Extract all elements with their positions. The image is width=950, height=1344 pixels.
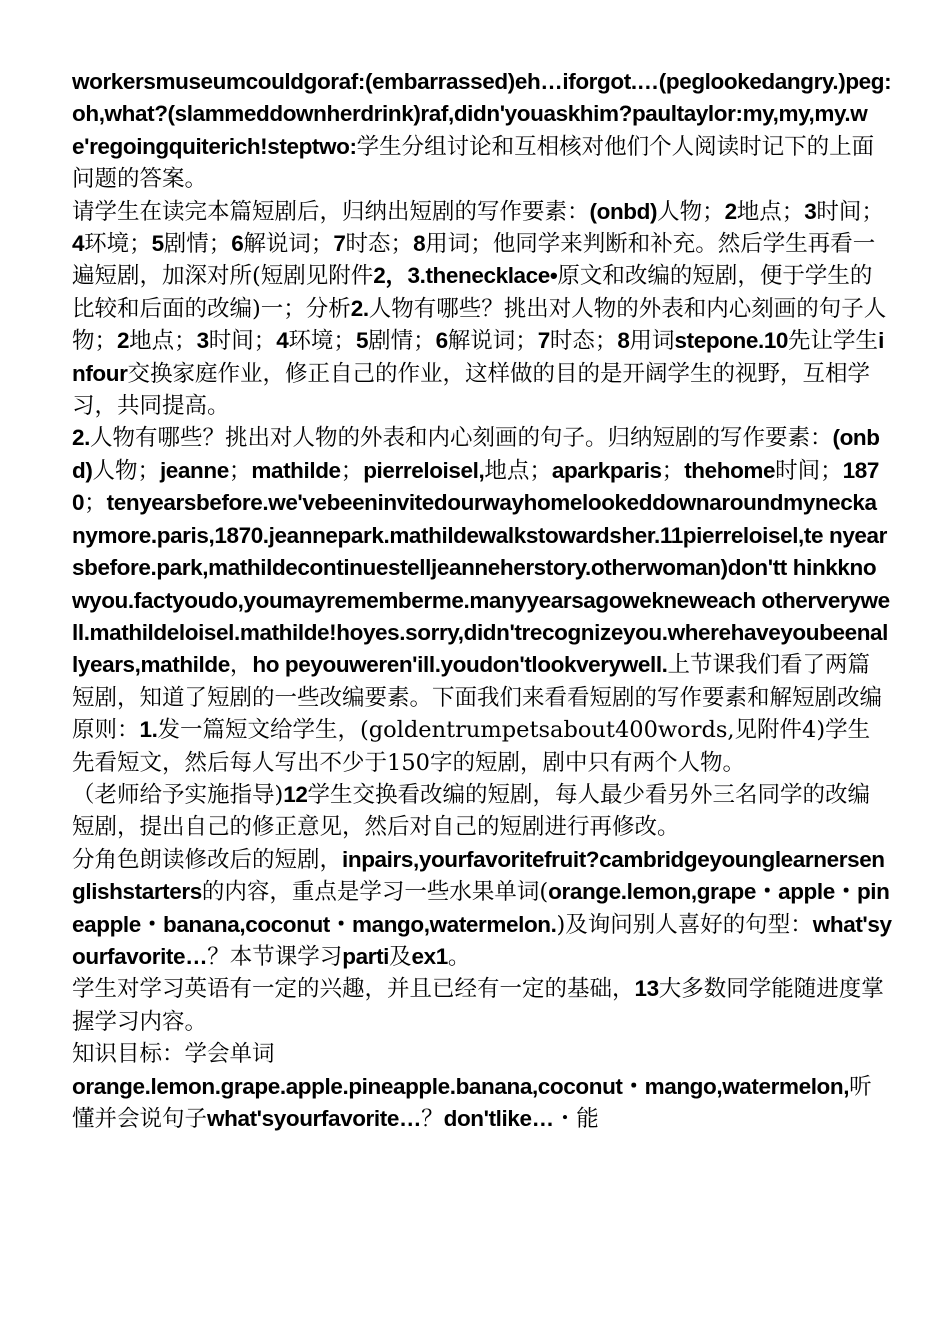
cjk-text-run: 请学生在读完本篇短剧后，归纳出短剧的写作要素：: [72, 198, 590, 225]
latin-text-run: aparkparis: [551, 457, 662, 483]
cjk-text-run: )及询问别人喜好的句型：: [556, 911, 813, 938]
cjk-text-run: 知识目标：学会单词: [72, 1041, 275, 1068]
latin-text-run: orange.lemon.grape.apple.pineapple.banana,coconut・mango,watermelon,: [72, 1073, 850, 1099]
cjk-text-run: 的内容，重点是学习一些水果单词(: [201, 879, 549, 906]
cjk-text-run: 时间；: [816, 198, 884, 225]
latin-text-run: 8: [413, 231, 426, 257]
latin-text-run: workersmuseumcouldgoraf:(embarrassed)eh…iforgot.…(peglookedangry.)peg:oh,what?(slammeddownherdrink)raf,didn'youaskhim?paultaylor:my,my,my.we'regoingquiterich!steptwo:: [72, 69, 892, 159]
latin-text-run: 7: [537, 328, 550, 354]
latin-text-run: 6: [231, 231, 244, 257]
cjk-text-run: 用词: [629, 328, 675, 355]
latin-text-run: 1.: [139, 717, 158, 743]
cjk-text-run: 学生交换看改编的短剧，每人最少看另外三名同学的改编短剧，提出自己的修正意见，然后对自己的短剧进行再修改。: [72, 781, 871, 841]
cjk-text-run: 地点；: [484, 457, 552, 484]
cjk-text-run: 交换家庭作业，修正自己的作业，这样做的目的是开阔学生的视野，互相学习，共同提高。: [72, 360, 870, 420]
latin-text-run: 4: [72, 231, 85, 257]
cjk-text-run: 人物；: [92, 457, 160, 484]
cjk-text-run: 上节课我们看了两篇短剧，知道了短剧的一些改编要素。下面我们来看看短剧的写作要素和解短剧改编原则：: [72, 652, 883, 744]
cjk-text-run: 剧情；: [368, 328, 436, 355]
latin-text-run: tenyearsbefore.we'vebeeninvitedourwayhomelookeddownaroundmynecka nymore.paris,1870.jeannepark.mathildewalkstowardsher.11pierreloisel,te nyearsbefore.park,mathildecontinuestelljeanneherstory.otherwoman)don'tt hinkknowyou.factyoudo,youmayrememberme.manyyearsagowekneweach otherverywell.mathildeloisel.mathilde!hoyes.sorry,didn'trecognizeyou.wherehaveyoubeenallyears,mathilde: [72, 490, 890, 678]
latin-text-run: 5: [355, 328, 369, 354]
paragraph: [72, 779, 892, 844]
latin-text-run: 2.: [350, 295, 369, 321]
cjk-text-run: 学生分组讨论和互相核对他们个人阅读时记下的上面问题的答案。: [72, 133, 875, 193]
latin-text-run: infour: [72, 328, 884, 386]
latin-text-run: stepone.10: [674, 328, 789, 354]
latin-text-run: (onbd): [589, 198, 658, 224]
cjk-text-run: ；: [340, 457, 364, 484]
cjk-text-run: 人物有哪些？挑出对人物的外表和内心刻画的句子人物；: [72, 295, 887, 355]
cjk-text-run: 分角色朗读修改后的短剧，: [72, 846, 343, 873]
latin-text-run: 7: [333, 231, 346, 257]
latin-text-run: 2: [117, 328, 130, 354]
latin-text-run: inpairs,yourfavoritefruit?cambridgeyounglearnersenglishstarters: [72, 846, 885, 905]
paragraph: [72, 66, 892, 196]
latin-text-run: mathilde: [251, 457, 341, 483]
paragraph: [72, 196, 892, 423]
latin-text-run: ho peyouweren'ill.youdon'tlookverywell.: [252, 652, 668, 678]
latin-text-run: what'syourfavorite…: [207, 1106, 422, 1131]
cjk-text-run: 人物有哪些？挑出对人物的外表和内心刻画的句子。归纳短剧的写作要素：: [89, 425, 833, 452]
cjk-text-run: ？: [421, 1106, 444, 1132]
paragraph: [72, 844, 892, 974]
cjk-text-run: ；: [84, 490, 107, 517]
latin-text-run: 3: [196, 328, 209, 354]
latin-text-run: 3: [804, 198, 817, 224]
paragraph: [72, 1071, 892, 1136]
cjk-text-run: 及: [389, 943, 412, 970]
latin-text-run: parti: [342, 943, 390, 969]
latin-text-run: 1870: [72, 457, 880, 516]
cjk-text-run: 听懂并会说句子: [72, 1073, 872, 1132]
cjk-text-run: ？本节课学习: [207, 943, 343, 970]
cjk-text-run: 地点；: [736, 198, 805, 225]
cjk-text-run: 解说词；: [447, 328, 538, 355]
latin-text-run: orange.lemon,grape・apple・pineapple・banana,coconut・mango,watermelon.: [72, 879, 890, 937]
latin-text-run: 12: [283, 781, 308, 807]
cjk-text-run: （老师给予实施指导): [72, 781, 284, 808]
cjk-text-run: 时态；: [345, 231, 414, 258]
cjk-text-run: 解说词；: [243, 231, 334, 258]
latin-text-run: 5: [151, 231, 164, 257]
latin-text-run: don'tlike…: [443, 1106, 554, 1131]
paragraph: [72, 973, 892, 1038]
latin-text-run: what'syourfavorite…: [72, 911, 892, 969]
latin-text-run: (onbd): [72, 425, 880, 483]
latin-text-run: 2，3.thenecklace•: [373, 263, 558, 289]
cjk-text-run: 学生对学习英语有一定的兴趣，并且已经有一定的基础，: [72, 976, 635, 1003]
cjk-text-run: 时间；: [208, 328, 277, 355]
cjk-text-run: 用词；他同学来判断和补充。然后学生再看一遍短剧，加深对所(短剧见附件: [72, 231, 876, 290]
cjk-text-run: ，: [229, 652, 253, 679]
latin-text-run: 8: [617, 328, 630, 354]
cjk-text-run: 大多数同学能随进度掌握学习内容。: [72, 976, 884, 1035]
latin-text-run: 2.: [72, 425, 90, 451]
cjk-text-run: 环境；: [84, 231, 152, 258]
latin-text-run: 4: [276, 328, 289, 354]
cjk-text-run: ；: [661, 457, 685, 484]
latin-text-run: pierreloisel,: [363, 457, 485, 483]
cjk-text-run: 时间；: [775, 457, 843, 484]
latin-text-run: 13: [634, 976, 659, 1002]
cjk-text-run: 原文和改编的短剧，便于学生的比较和后面的改编)一；分析: [72, 263, 873, 322]
cjk-text-run: 时态；: [549, 328, 618, 355]
cjk-text-run: 先让学生: [788, 328, 879, 355]
latin-text-run: thehome: [684, 457, 776, 483]
document-page: [72, 66, 892, 1135]
latin-text-run: jeanne: [159, 457, 229, 483]
cjk-text-run: 环境；: [288, 328, 356, 355]
cjk-text-run: 。: [447, 943, 471, 970]
cjk-text-run: ・能: [553, 1106, 599, 1132]
cjk-text-run: ；: [228, 457, 252, 484]
paragraph: [72, 1038, 892, 1070]
cjk-text-run: 剧情；: [163, 231, 232, 258]
cjk-text-run: 发一篇短文给学生，(goldentrumpetsabout400words,见附件4)学生先看短文，然后每人写出不少于150字的短剧，剧中只有两个人物。: [72, 717, 871, 776]
paragraph: [72, 422, 892, 778]
latin-text-run: 6: [435, 328, 448, 354]
latin-text-run: ex1: [411, 943, 448, 969]
cjk-text-run: 人物；: [657, 198, 725, 225]
latin-text-run: 2: [724, 198, 737, 224]
cjk-text-run: 地点；: [129, 328, 197, 355]
